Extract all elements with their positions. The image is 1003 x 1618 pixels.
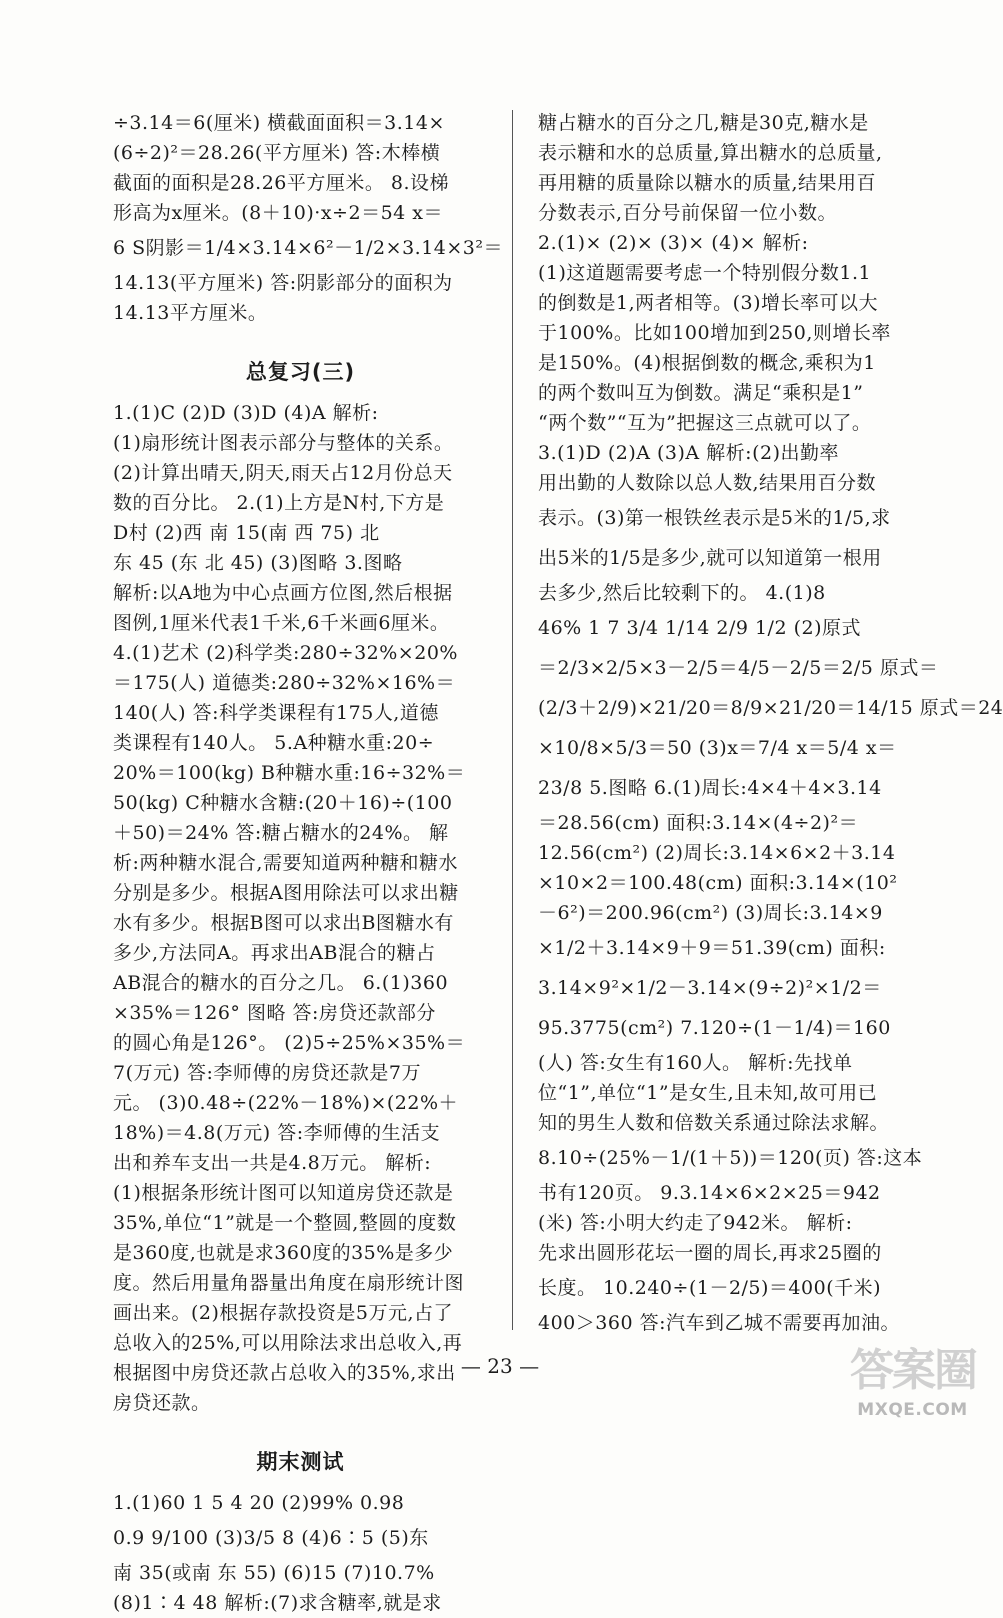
text-line: 3.14×9²×1/2－3.14×(9÷2)²×1/2＝ xyxy=(538,977,882,999)
text-line: 东 45 (东 北 45) (3)图略 3.图略 xyxy=(113,552,403,574)
text-line: “两个数”“互为”把握这三点就可以了。 xyxy=(538,412,872,434)
text-line: 去多少,然后比较剩下的。 4.(1)8 xyxy=(538,582,826,604)
text-line: 元。 (3)0.48÷(22%－18%)×(22%＋ xyxy=(113,1092,459,1114)
text-line: ×35%＝126° 图略 答:房贷还款部分 xyxy=(113,1002,436,1024)
text-line: 水有多少。根据B图可以求出B图糖水有 xyxy=(113,912,454,934)
text-line: (1)这道题需要考虑一个特别假分数1.1 xyxy=(538,262,872,284)
review-block xyxy=(113,398,488,1418)
text-line: 表示糖和水的总质量,算出糖水的总质量, xyxy=(538,142,883,164)
text-line: 分数表示,百分号前保留一位小数。 xyxy=(538,202,838,224)
text-line: 14.13(平方厘米) 答:阴影部分的面积为 xyxy=(113,272,453,294)
section-heading-final-test: 期末测试 xyxy=(256,1450,345,1474)
text-line: 7(万元) 答:李师傅的房贷还款是7万 xyxy=(113,1062,421,1084)
text-line: ×10×2＝100.48(cm) 面积:3.14×(10² xyxy=(538,872,898,894)
text-line: ＝28.56(cm) 面积:3.14×(4÷2)²＝ xyxy=(538,812,859,834)
text-line: 截面的面积是28.26平方厘米。 8.设梯 xyxy=(113,172,450,194)
text-line: 1.(1)C (2)D (3)D (4)A 解析: xyxy=(113,402,379,424)
text-line: 23/8 5.图略 6.(1)周长:4×4＋4×3.14 xyxy=(538,777,882,799)
text-line: (人) 答:女生有160人。 解析:先找单 xyxy=(538,1052,853,1074)
text-line: 析:两种糖水混合,需要知道两种糖和糖水 xyxy=(113,852,458,874)
right-column xyxy=(538,108,1003,1338)
text-line: 的倒数是1,两者相等。(3)增长率可以大 xyxy=(538,292,879,314)
text-line: 35%,单位“1”就是一个整圆,整圆的度数 xyxy=(113,1212,457,1234)
watermark-logo-text: 答案圈 xyxy=(850,1345,976,1396)
text-line: (米) 答:小明大约走了942米。 解析: xyxy=(538,1212,853,1234)
text-line: 3.(1)D (2)A (3)A 解析:(2)出勤率 xyxy=(538,442,839,464)
text-line: 多少,方法同A。再求出AB混合的糖占 xyxy=(113,942,436,964)
text-line: 8.10÷(25%－1/(1＋5))＝120(页) 答:这本 xyxy=(538,1147,923,1169)
text-line: 400＞360 答:汽车到乙城不需要再加油。 xyxy=(538,1312,900,1334)
text-line: (1)根据条形统计图可以知道房贷还款是 xyxy=(113,1182,454,1204)
text-line: 于100%。比如100增加到250,则增长率 xyxy=(538,322,891,344)
text-line: ×1/2＋3.14×9＋9＝51.39(cm) 面积: xyxy=(538,937,886,959)
text-line: 知的男生人数和倍数关系通过除法求解。 xyxy=(538,1112,890,1134)
text-line: 糖占糖水的百分之几,糖是30克,糖水是 xyxy=(538,112,869,134)
text-line: 形高为x厘米。(8＋10)·x÷2＝54 x＝ xyxy=(113,202,444,224)
text-line: 度。然后用量角器量出角度在扇形统计图 xyxy=(113,1272,465,1294)
text-line: ÷3.14＝6(厘米) 横截面面积＝3.14× xyxy=(113,112,445,134)
text-line: 1.(1)60 1 5 4 20 (2)99% 0.98 xyxy=(113,1492,405,1514)
text-line: 0.9 9/100 (3)3/5 8 (4)6∶5 (5)东 xyxy=(113,1527,429,1549)
text-line: (6÷2)²＝28.26(平方厘米) 答:木棒横 xyxy=(113,142,441,164)
text-line: ×10/8×5/3＝50 (3)x＝7/4 x＝5/4 x＝ xyxy=(538,737,897,759)
text-line: 出和养车支出一共是4.8万元。 解析: xyxy=(113,1152,432,1174)
text-line: 南 35(或南 东 55) (6)15 (7)10.7% xyxy=(113,1562,435,1584)
text-line: 是150%。(4)根据倒数的概念,乘积为1 xyxy=(538,352,876,374)
text-line: 出5米的1/5是多少,就可以知道第一根用 xyxy=(538,547,882,569)
watermark-logo xyxy=(830,1340,995,1435)
text-line: 6 S阴影＝1/4×3.14×6²－1/2×3.14×3²＝ xyxy=(113,237,503,259)
text-line: AB混合的糖水的百分之几。 6.(1)360 xyxy=(113,972,449,994)
text-line: 20%＝100(kg) B种糖水重:16÷32%＝ xyxy=(113,762,466,784)
intro-block xyxy=(113,108,503,328)
text-line: (2)计算出晴天,阴天,雨天占12月份总天 xyxy=(113,462,453,484)
left-column xyxy=(113,108,503,1618)
text-line: 是360度,也就是求360度的35%是多少 xyxy=(113,1242,454,1264)
text-line: 位“1”,单位“1”是女生,且未知,故可用已 xyxy=(538,1082,878,1104)
text-line: 12.56(cm²) (2)周长:3.14×6×2＋3.14 xyxy=(538,842,896,864)
column-divider xyxy=(512,110,513,1330)
text-line: (1)扇形统计图表示部分与整体的关系。 xyxy=(113,432,454,454)
text-line: 4.(1)艺术 (2)科学类:280÷32%×20% xyxy=(113,642,458,664)
text-line: 的圆心角是126°。 (2)5÷25%×35%＝ xyxy=(113,1032,466,1054)
text-line: 用出勤的人数除以总人数,结果用百分数 xyxy=(538,472,877,494)
text-line: 14.13平方厘米。 xyxy=(113,302,268,324)
text-line: 书有120页。 9.3.14×6×2×25＝942 xyxy=(538,1182,881,1204)
text-line: －6²)＝200.96(cm²) (3)周长:3.14×9 xyxy=(538,902,883,924)
text-line: (2/3＋2/9)×21/20＝8/9×21/20＝14/15 原式＝24 xyxy=(538,697,1003,719)
text-line: 的两个数叫互为倒数。满足“乘积是1” xyxy=(538,382,864,404)
text-line: 房贷还款。 xyxy=(113,1392,211,1414)
text-line: 先求出圆形花坛一圈的周长,再求25圈的 xyxy=(538,1242,882,1264)
text-line: 50(kg) C种糖水含糖:(20＋16)÷(100 xyxy=(113,792,453,814)
text-line: 长度。 10.240÷(1－2/5)＝400(千米) xyxy=(538,1277,882,1299)
text-line: 总收入的25%,可以用除法求出总收入,再 xyxy=(113,1332,463,1354)
text-line: 图例,1厘米代表1千米,6千米画6厘米。 xyxy=(113,612,450,634)
text-line: 95.3775(cm²) 7.120÷(1－1/4)＝160 xyxy=(538,1017,891,1039)
text-line: (8)1∶4 48 解析:(7)求含糖率,就是求 xyxy=(113,1592,442,1614)
text-line: 46% 1 7 3/4 1/14 2/9 1/2 (2)原式 xyxy=(538,617,861,639)
page-number: — 23 — xyxy=(460,1354,540,1378)
text-line: 18%)＝4.8(万元) 答:李师傅的生活支 xyxy=(113,1122,441,1144)
text-line: 140(人) 答:科学类课程有175人,道德 xyxy=(113,702,439,724)
text-line: 类课程有140人。 5.A种糖水重:20÷ xyxy=(113,732,435,754)
text-line: 解析:以A地为中心点画方位图,然后根据 xyxy=(113,582,453,604)
text-line: ＝175(人) 道德类:280÷32%×16%＝ xyxy=(113,672,456,694)
text-line: 分别是多少。根据A图用除法可以求出糖 xyxy=(113,882,459,904)
watermark-url: MXQE.COM xyxy=(857,1400,968,1420)
text-line: ＋50)＝24% 答:糖占糖水的24%。 解 xyxy=(113,822,449,844)
text-line: ＝2/3×2/5×3－2/5＝4/5－2/5＝2/5 原式＝ xyxy=(538,657,939,679)
section-heading-review-3: 总复习(三) xyxy=(245,360,356,384)
text-line: D村 (2)西 南 15(南 西 75) 北 xyxy=(113,522,380,544)
text-line: 根据图中房贷还款占总收入的35%,求出 xyxy=(113,1362,456,1384)
text-line: 画出来。(2)根据存款投资是5万元,占了 xyxy=(113,1302,454,1324)
right-text-block xyxy=(538,108,1003,1338)
text-line: 数的百分比。 2.(1)上方是N村,下方是 xyxy=(113,492,445,514)
text-line: 再用糖的质量除以糖水的质量,结果用百 xyxy=(538,172,877,194)
final-test-block xyxy=(113,1488,488,1618)
text-line: 表示。(3)第一根铁丝表示是5米的1/5,求 xyxy=(538,507,891,529)
text-line: 2.(1)× (2)× (3)× (4)× 解析: xyxy=(538,232,809,254)
